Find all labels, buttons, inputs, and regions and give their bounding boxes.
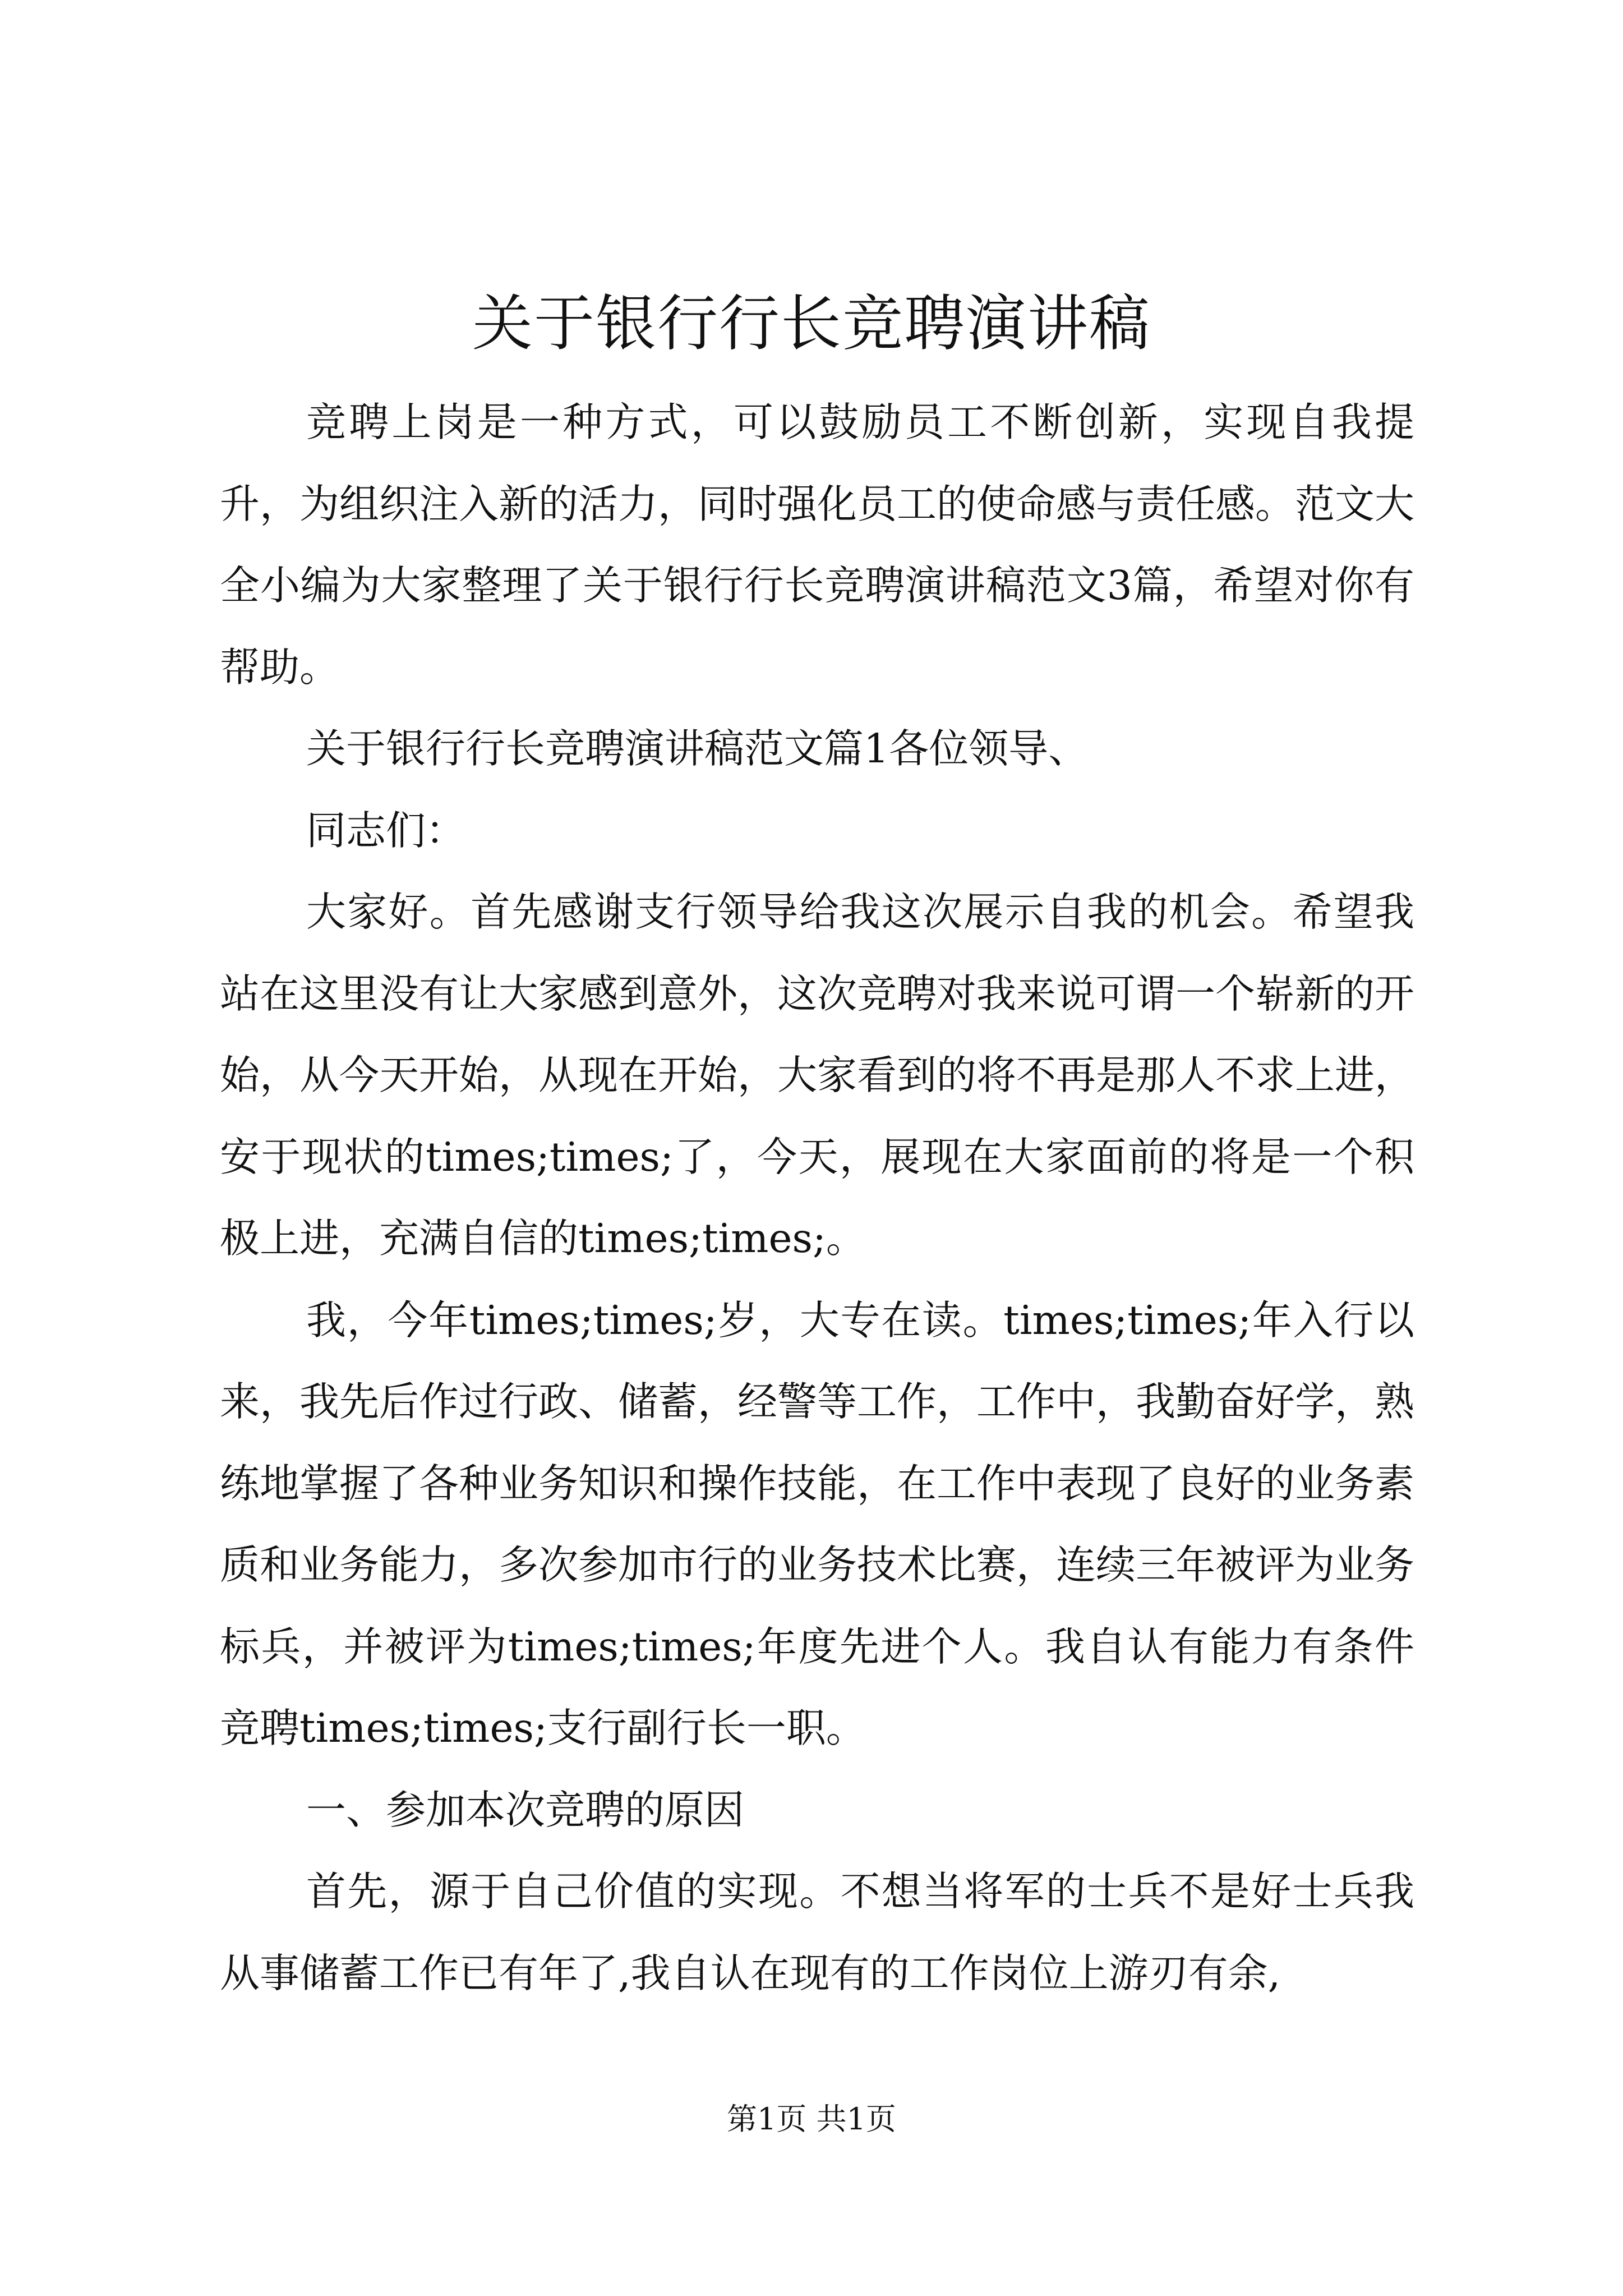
paragraph-reason: 首先，源于自己价值的实现。不想当将军的士兵不是好士兵我从事储蓄工作已有年了,我自认在现有的工作岗位上游刃有余, [220, 1868, 1414, 1996]
page-number-footer: 第1页 共1页 [727, 2101, 896, 2137]
document-title: 关于银行行长竞聘演讲稿 [472, 289, 1151, 359]
paragraph-essay-heading: 关于银行行长竞聘演讲稿范文篇1各位领导、 [306, 725, 1089, 772]
paragraph-section-heading: 一、参加本次竞聘的原因 [306, 1786, 745, 1833]
paragraph-self-introduction: 我，今年times;times;岁，大专在读。times;times;年入行以来，我先后作过行政、储蓄，经警等工作，工作中，我勤奋好学，熟练地掌握了各种业务知识和操作技能，在工作中表现了良好的业务素质和业务能力，多次参加市行的业务技术比赛，连续三年被评为业务标兵，并被评为times;times;年度先进个人。我自认有能力有条件竞聘times;times;支行副行长一职。 [220, 1296, 1415, 1751]
paragraph-greeting: 大家好。首先感谢支行领导给我这次展示自我的机会。希望我站在这里没有让大家感到意外，这次竞聘对我来说可谓一个崭新的开始，从今天开始，从现在开始，大家看到的将不再是那人不求上进，安于现状的times;times;了，今天，展现在大家面前的将是一个积极上进，充满自信的times;times;。 [220, 889, 1415, 1262]
paragraph-salutation: 同志们： [306, 807, 466, 854]
document-body [220, 381, 1414, 2014]
paragraph-intro: 竞聘上岗是一种方式，可以鼓励员工不断创新，实现自我提升，为组织注入新的活力，同时强化员工的使命感与责任感。范文大全小编为大家整理了关于银行行长竞聘演讲稿范文3篇，希望对你有帮助。 [220, 399, 1415, 691]
